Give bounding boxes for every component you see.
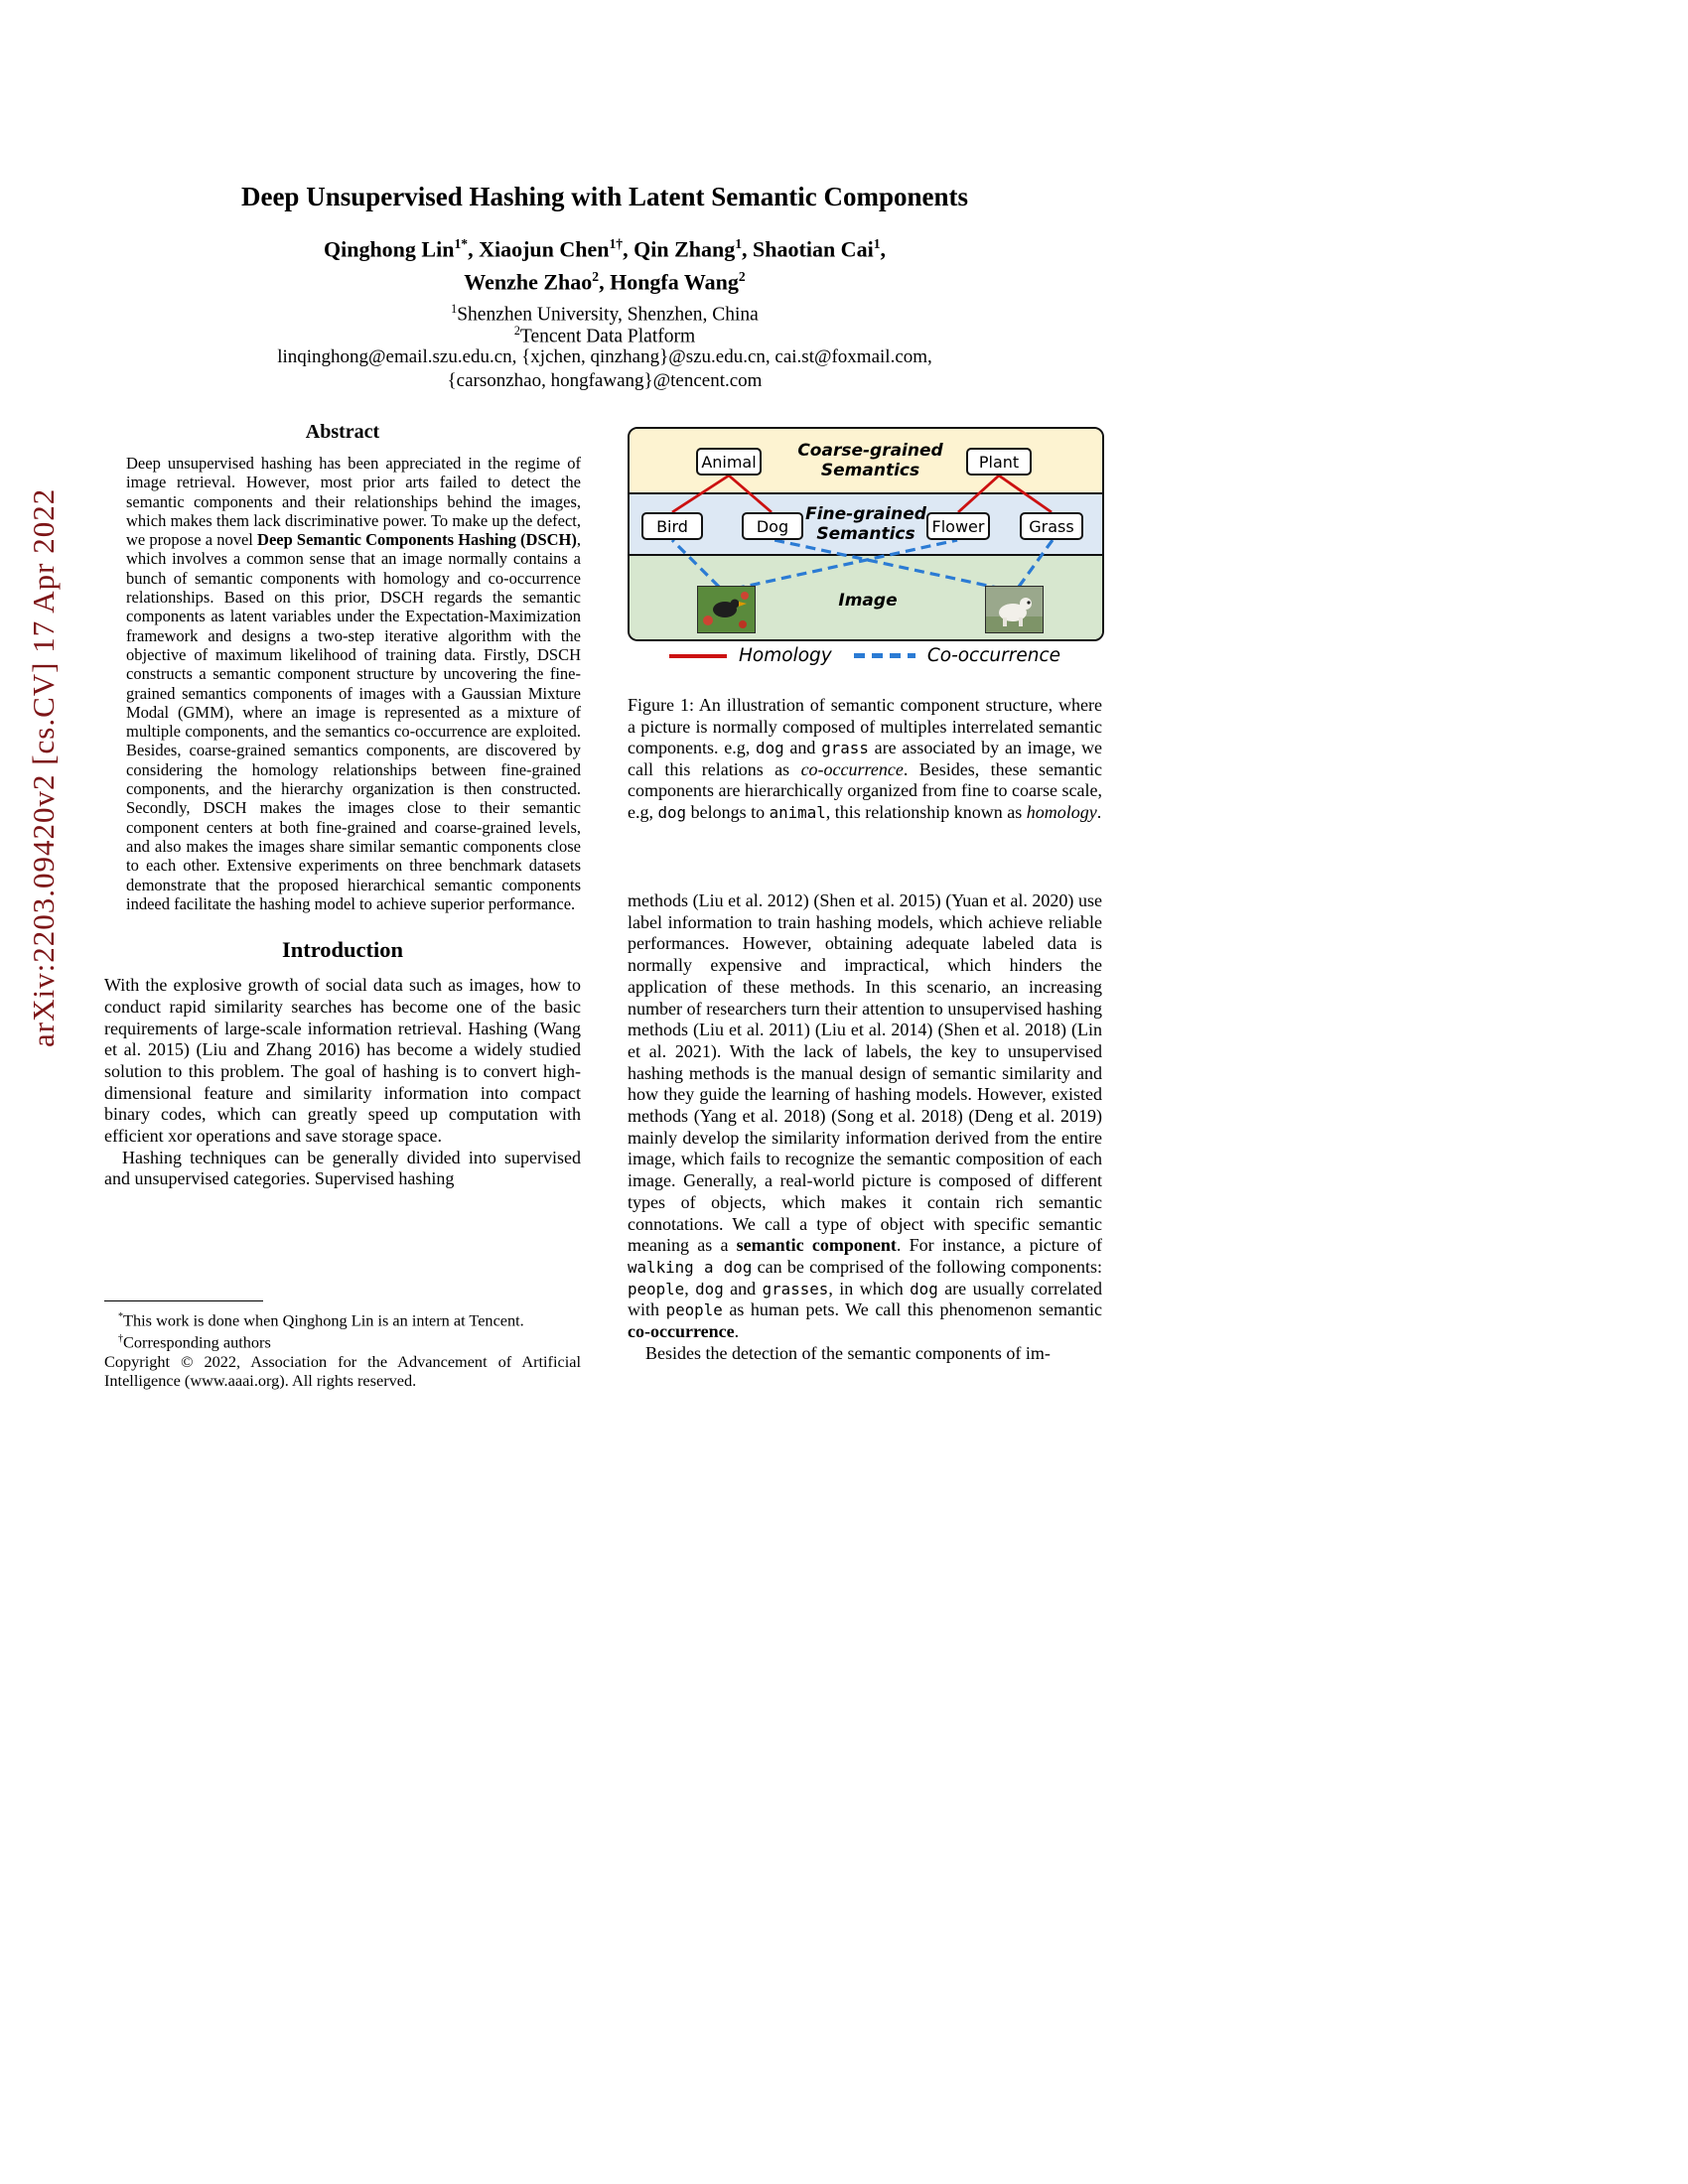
- footnote-block: [104, 1300, 581, 1390]
- right-column-paragraph-2: Besides the detection of the semantic components of im-: [645, 1342, 1051, 1363]
- footnote-rule: [104, 1300, 263, 1301]
- footnote-corresponding: †Corresponding authors: [118, 1332, 271, 1352]
- legend-cooccurrence: [854, 645, 1060, 666]
- homology-line-sample: [669, 654, 727, 658]
- legend-homology: [669, 645, 832, 666]
- figure-1-diagram: [628, 427, 1104, 641]
- cooccurrence-edge-img1-flower: [735, 540, 957, 589]
- node-dog: Dog: [742, 512, 803, 540]
- email-line-1: linqinghong@email.szu.edu.cn, {xjchen, qinzhang}@szu.edu.cn, cai.st@foxmail.com,: [277, 346, 932, 367]
- introduction-paragraph-1: With the explosive growth of social data such as images, how to conduct rapid similarity searches has become one of the basic requirements of large-scale information retrieval. Hashing (Wang et al. 2015) (Liu and Zhang 2016) has become a widely studied solution to this problem. The goal of hashing is to convert high-dimensional feature and similarity information into compact binary codes, which can greatly speed up computation with efficient xor operations and save storage space.: [104, 975, 581, 1147]
- legend-cooccurrence-label: Co-occurrence: [926, 645, 1060, 666]
- dog-image: [985, 586, 1044, 633]
- introduction-paragraph-2: Hashing techniques can be generally divided into supervised and unsupervised categories. Supervised hashing: [104, 1147, 581, 1189]
- affiliation-1: $^1$Shenzhen University, Shenzhen, China: [451, 302, 759, 326]
- arxiv-watermark: arXiv:2203.09420v2 [cs.CV] 17 Apr 2022: [26, 487, 61, 1047]
- cooccurrence-edge-img1-bird: [672, 540, 719, 587]
- right-column-paragraph-1: methods (Liu et al. 2012) (Shen et al. 2015) (Yuan et al. 2020) use label information to train hashing models, which achieve reliable performances. However, obtaining adequate labeled data is normally expensive and impractical, which hinders the application of these methods. In this scenario, an increasing number of researchers turn their attention to unsupervised hashing methods (Liu et al. 2011) (Liu et al. 2014) (Shen et al. 2018) (Lin et al. 2021). With the lack of labels, the key to unsupervised hashing methods is the manual design of semantic similarity and how they guide the learning of hashing models. However, existed methods (Yang et al. 2018) (Song et al. 2018) (Deng et al. 2019) mainly develop the similarity information derived from the entire image, which fails to recognize the semantic composition of each image. Generally, a real-world picture is composed of different types of objects, which makes it contain rich semantic connotations. We call a type of object with specific semantic meaning as a semantic component. For instance, a picture of walking a dog can be comprised of the following components: people, dog and grasses, in which dog are usually correlated with people as human pets. We call this phenomenon semantic co-occurrence.: [628, 890, 1102, 1342]
- cooccurrence-edge-img2-dog: [774, 540, 1002, 589]
- node-flower: Flower: [926, 512, 990, 540]
- legend-homology-label: Homology: [739, 645, 832, 666]
- left-column: [104, 421, 581, 1190]
- page-title: Deep Unsupervised Hashing with Latent Semantic Components: [240, 182, 969, 211]
- homology-edge-plant-flower: [958, 476, 999, 512]
- homology-edge-animal-bird: [672, 476, 729, 512]
- email-line-2: {carsonzhao, hongfawang}@tencent.com: [447, 370, 763, 391]
- affiliation-2: $^2$Tencent Data Platform: [513, 324, 696, 347]
- coarse-band-label: Coarse-grained Semantics: [797, 441, 943, 480]
- figure-legend: [628, 645, 1102, 666]
- node-animal: Animal: [696, 448, 762, 476]
- homology-edge-animal-dog: [729, 476, 772, 512]
- node-grass: Grass: [1020, 512, 1083, 540]
- authors-line-2: Wenzhe Zhao$^2$, Hongfa Wang$^2$: [464, 269, 746, 295]
- abstract-text: Deep unsupervised hashing has been appreciated in the regime of image retrieval. However, most prior arts failed to detect the semantic components and their relationships behind the images, which makes them lack discriminative power. To make up the defect, we propose a novel Deep Semantic Components Hashing (DSCH), which involves a common sense that an image normally contains a bunch of semantic components with homology and co-occurrence relationships. Based on this prior, DSCH regards the semantic components as latent variables under the Expectation-Maximization framework and designs a two-step iterative algorithm with the objective of maximum likelihood of training data. Firstly, DSCH constructs a semantic component structure by uncovering the fine-grained semantics components of images with a Gaussian Mixture Modal (GMM), where an image is represented as a mixture of multiple components, and the semantics co-occurrence are exploited. Besides, coarse-grained semantics components, are discovered by considering the homology relationships between fine-grained components, and the hierarchy organization is then constructed. Secondly, DSCH makes the images close to their semantic component centers at both fine-grained and coarse-grained levels, and also makes the images share similar semantic components close to each other. Extensive experiments on three benchmark datasets demonstrate that the proposed hierarchical semantic components indeed facilitate the hashing model to achieve superior performance.: [126, 454, 581, 913]
- cooccurrence-line-sample: [854, 653, 915, 658]
- authors-line-1: Qinghong Lin$^{1*}$, Xiaojun Chen$^{1\dagger}$, Qin Zhang$^1$, Shaotian Cai$^1$,: [323, 236, 886, 262]
- fine-band-label: Fine-grained Semantics: [805, 504, 926, 544]
- figure-1-caption: Figure 1: An illustration of semantic component structure, where a picture is normally composed of multiples interrelated semantic components. e.g, dog and grass are associated by an image, we call this relations as co-occurrence. Besides, these semantic components are hierarchically organized from fine to coarse scale, e.g, dog belongs to animal, this relationship known as homology.: [628, 695, 1102, 822]
- right-column: [628, 890, 1102, 1364]
- bird-image: [697, 586, 756, 633]
- abstract-heading: Abstract: [305, 421, 380, 443]
- homology-edge-plant-grass: [999, 476, 1052, 512]
- footnote-copyright: Copyright © 2022, Association for the Advancement of Artificial Intelligence (www.aaai.org). All rights reserved.: [104, 1351, 581, 1390]
- footnote-intern: *This work is done when Qinghong Lin is an intern at Tencent.: [118, 1310, 524, 1330]
- cooccurrence-edge-img2-grass: [1019, 540, 1053, 587]
- introduction-heading: Introduction: [281, 937, 404, 963]
- image-band-label: Image: [838, 591, 898, 611]
- node-plant: Plant: [966, 448, 1032, 476]
- node-bird: Bird: [641, 512, 703, 540]
